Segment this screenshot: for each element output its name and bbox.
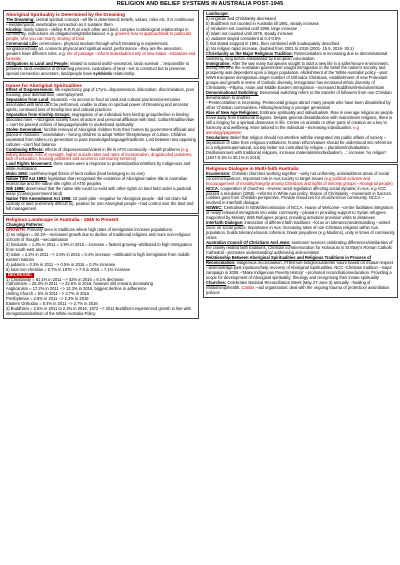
paragraph-reconciliation: Relationship Between Aboriginal Spiritualities and Religious Traditions in Process of Reconciliation: Indigenous reconciliation: ATSIs/non-Indigenous/better future based on mutual respect --acknowledge past injustices/help recovery of Aboriginal Spiritualities. NCC--Christian tradition --major campaign in 2006 --'Make Indigenous Poverty History' --promoted reconciliation/education. Providing a scope for development of Aboriginal spirituality; theology and recognising their innate spirituality xyxy=(206,254,393,280)
list-item: Anglicanism = 17.2% in 2011 --> 13.3% in 2016, biggest decline in adherence xyxy=(6,286,147,292)
section-title: Religious Dialogue in Multi-faith Australia xyxy=(206,166,299,172)
list-item: Presbyterian = 2.8% in 2011 --> 2.3% in 2016 xyxy=(6,296,89,302)
list-item: 3) islam = 2.2% in 2011 --> 2.6% in 2016 = 0.4% increase --attributed to high immigration from middle eastern nations xyxy=(6,251,190,262)
list-item: Eastern Orthodox = 8.4% in 2011 --> 2.7% in 2016 xyxy=(6,301,98,307)
paragraph-immigration: Immigration: After the war many Europeans sought to start a new life in a safer/secure environment, during this time the Australian government sought immigration in the belief the nation's security and prosperity was dependent upon a larger population. Abolishment of the 'White Australia' policy --post WWII European immigration=larger number of Orthodox Christians, establishment of new Protestant groups and growth in terms of Catholic diversity, immigration has increased ethnic diversity of Christianity --Filipino, Asian and Middle Eastern immigration --increased Buddhism/Hinduism/Islam xyxy=(206,60,389,91)
paragraph-churches: Churches: Celebrates National Reconciliation Week (May 27-June 3) annually --healing of relationship/health. Caritas --aid organisation: deal with the ongoing trauma of protection/ assimilation policies xyxy=(206,279,390,295)
section-religious-dialogue xyxy=(203,164,398,297)
paragraph-secularism: Secularism: Belief that religion should not interfere with/be integrated into public affairs of society --separation of state from religious institutions, human ethics/values should be understood w/o reference to a religion/supernatural, society better not controlled by religion = pluralism/individualism. Disillusionment with traditional religions, increase materialism/individualism, ..'..increase 'no religion' (1947-0.3% to 30.1% in 2016) xyxy=(206,134,392,160)
list-item: 5) total non-christian = 0.7% in 1976 --> 7.8 in 2016 = 7.1% increase xyxy=(6,266,130,272)
right-column xyxy=(203,10,398,563)
list-item: 1) no religion = 30.1% --increased growth due to decline of traditional religions and more non-religious schools of thought --secularisation xyxy=(6,231,191,242)
list-item: 4) judaism = 0.3% in 2011 --> 0.5% in 2016 = 0.2% increase xyxy=(6,261,116,267)
list-item: b) Buddhism not counted in Australia till 1981, steady increase xyxy=(206,20,319,26)
list-item: 2) Buddhism = 2.5% in 2011 to 2.4% in 2016, 1972 --> 2011 Buddhism experienced growth in line with immigration/abolition of the White Australia Policy xyxy=(6,306,191,317)
paragraph-mabo: Mabo 1992: overthrew legal fiction of terra nullius (land belonging to no one) xyxy=(6,171,145,177)
section-aboriginal-spirituality xyxy=(3,10,199,79)
paragraph-interfaith: Interfaith Dialogue: interaction of different faith traditions --focus on tolerance/understanding --united voice on social justice. Importance in Aus: increasing rates of non-Christian religions within Aus. population, builds tolerance/social cohesion, break prejudices (e.g Muslims), unity in times of community crises xyxy=(206,220,395,241)
list-item: Uniting Church = 5% in 2011 --> 3.7% in 2016 xyxy=(6,291,90,297)
paragraph-ncca: NCCA: cooperation of churches --reverse racist legislation affecting social dynamic in Aus. e.g ACC passed a resolution (1956) --reforms in White Aus policy. Stance of Christianity --movement in Sacrum. Lobbies govs from Christian perspective. Provide resources for churches/Aus community. NCCA --involved in interfaith dialogue xyxy=(206,185,393,206)
paragraph-new-age: Rise of New Age Religions: Embrace spirituality and individualism. Rise in new age religion as people move away from traditional religions. Despite general dissatisfaction with mainstream religions, there is still a longing for a spiritual dimension in life. Centre on animals or other parts of creation as a key to harmony and wellbeing. More tailored to the individual --increasing individualism. e.g astrology/paganism xyxy=(206,110,393,135)
paragraph-dreaming: The Dreaming: central spiritual concept --all life is determined; beliefs, values, roles etc. it is continuous --metatemporal, inextricable connection as it sustains them xyxy=(6,16,195,27)
paragraph-acccj: Australian Council Of Christians And Jews: seminars/ services celebrating differences/similarities of the closely related faith traditions, Christian commemoration for Holocaust in St Mary's Roman Catholic Cathedral --promotes understanding/ addressing anti-semitism xyxy=(206,240,393,255)
paragraph-wik: Wik 1996: determined that the native title could co-exist with other rights on land held under a pastoral lease (crown/government land) xyxy=(6,186,192,197)
paragraph-separation-land: Separation from Land: traumatic --no access to food on land and cultural practices/ceremonies associated with land can't be performed, unable to draw on spiritual power of Dreaming and ancestor spirits, continued loss of Kinship ties and cultural practices xyxy=(6,97,189,112)
paragraph-separation-kinship: Separation from Kinship Groups: segregation of an individual from kinship group/decline in kinship allocated roles --Aboriginal society loses structure and personal affiliation with land. Culture/tradition/law = can't be passed on/loss of language/unable to understand spirituality xyxy=(6,111,194,127)
paragraph-land-rights: Land Rights Movement: three cases were a response to protests/petitions/strikes by Indigenous and white Australians xyxy=(6,161,191,172)
changing-patterns-heading: Changing Patterns: xyxy=(6,222,44,228)
section-title: Landscape: xyxy=(206,11,229,16)
section-title: Issues for Aboriginal Spiritualities xyxy=(6,82,82,88)
paragraph-stolen-generation: Stolen Generation: forcible removal of Aboriginal children from their homes by government officials and placed in missions --assimilation --forcing children to adopt 'White' lifestyle/ways of culture. Children separated from elders=no generation to pass knowledge/language/traditions. Lost between two opposing cultures --can't find balance xyxy=(6,126,196,147)
paragraph-ecumenism: Ecumenism: Christian churches working together --unity not uniformity, unite/address areas of social concerns/injustices. Important role in Aus society to target issues (e.g political activism and encouragement of morality/integrity among Christians and rights of minority groups --Aboriginal people) xyxy=(206,170,393,186)
list-item: a) Anglican and Christianity decreased xyxy=(206,15,276,21)
paragraph-denominational-switching: Denominational Switching: Denominal switching refers to the transfer of followers from one Christian denomination to another xyxy=(206,90,392,101)
paragraph-native-title: Native Title Act 1993: legislation that recognised the existence of Aboriginal native title in Australian federal law and the native title rights of ATSI peoples xyxy=(6,176,188,187)
paragraph-dispossession: Effect of Dispossession: life expectancy gap of 17yrs= dispossession, dislocation, discrimination, poor housing, poor diet/nutrition, unemployment xyxy=(6,87,195,98)
list-item: 2) hinduism = 1.3% in 2011 = 1.9% in 2016 = increase = fastest growing--attributed to high immigration from south-east asia xyxy=(6,241,192,252)
list-item: 1) Christianity = 61.1% in 2011 --> 52% in 2016 = 9.1% decrease xyxy=(6,276,124,282)
list-item: f) Not stated stopped in 1991, then combined with inadequately described xyxy=(206,40,340,46)
paragraph-obligations: Obligations to Land and People: related to natural world--ancestors, land=survival ..'.responsible to preserve, land=evidence of Dreaming process, custodians of land --not to construct but to preserve, special connection ancestors, land/people have symbiotic relationship. xyxy=(6,61,190,77)
left-column xyxy=(3,10,199,563)
paragraph-christianity: Christianity as the Major Religious Tradition: Pentecostalism in increasing due to denominational switching, long before established by European colonisation xyxy=(206,50,388,61)
page-title: RELIGION AND BELIEF SYSTEMS IN AUSTRALIA POST-1945 xyxy=(116,1,284,7)
paragraph-kinship: Kinship: family totems --define R.R.R w/ each other and land, complex nonbiological relationships in community, instructions on obligations/rights/behaviour. e.g. governs how to approach/talk to particular people, who you can marry, sharing of food xyxy=(6,26,192,42)
section-title: Religious Landscape in Australia - 1945 to Present xyxy=(6,217,119,223)
section-title: Aboriginal Spirituality is Determined by the Dreaming xyxy=(6,12,126,17)
section-religious-landscape xyxy=(3,215,199,319)
list-item: Catholicism = 25.3% in 2011 --> 22.6% in 2016, however still remains dominating xyxy=(6,281,153,287)
list-item: d) Islam not counted until 1976, steady increase xyxy=(206,30,293,36)
paragraph-nswec: NSWEC: Centralised in NSW/denomination of NCCA. House of Welcome --centre facilitates integration of newly released immigrants into wider community --pivotal in providing support to Syrian refugees. Supported by Ministry With Refugees project, providing activities/ provision visits to detainees xyxy=(206,205,393,221)
decrease-label: DECREASE: xyxy=(8,271,33,277)
decrease-list xyxy=(6,278,196,318)
paragraph-ceremonial: Ceremonial Life: ceremonies= physical medium through which Dreaming is experienced, song/dance/body art, connects physical and spiritual world, performance --they are the ancestors, genders have different roles. e.g. rite of passage --inform individual/society of new status --initiations and funerals xyxy=(6,41,196,62)
growth-list xyxy=(6,233,196,273)
growth-intro: GROWTH: Primarily seen in traditions where high rates of immigration increase populations. xyxy=(6,227,174,232)
list-item: e) Judaism stayed consistent at 0.4-0.5% xyxy=(206,35,281,41)
paragraph-continuing-effects: Continuing Effects: effects of dispossession/violent in life in ATSI community --health problems (e.g. kidney disease, loss of eyesight, higher suicide rates and rates of incarceration, drug/alcohol problems, lack of education, housing problems and access to community services) xyxy=(6,146,193,162)
list-item: c) Hinduism not counted until 1996, large increase xyxy=(206,25,298,31)
section-issues xyxy=(3,81,199,214)
list-item: g) No religion rapid increase, doubled from 2001 to 2016 (2001- 15.5, 2016- 30.1) xyxy=(206,45,354,51)
paragraph-amendment: Native Title Amendment Act 1998: 10 point plan --negative for Aboriginal people --did not claim full custody of land (extremely difficult to), positive for non-Aboriginal people --had control over the land and full management xyxy=(6,196,194,211)
landscape-list xyxy=(206,17,395,52)
paragraph-pentecostalism: --Pentecostalism is increasing. Pentecostal groups attract many people who have been dissatisfied by other Christian communities, Hillsong/reaching a younger generation xyxy=(206,100,391,111)
section-landscape xyxy=(203,10,398,163)
